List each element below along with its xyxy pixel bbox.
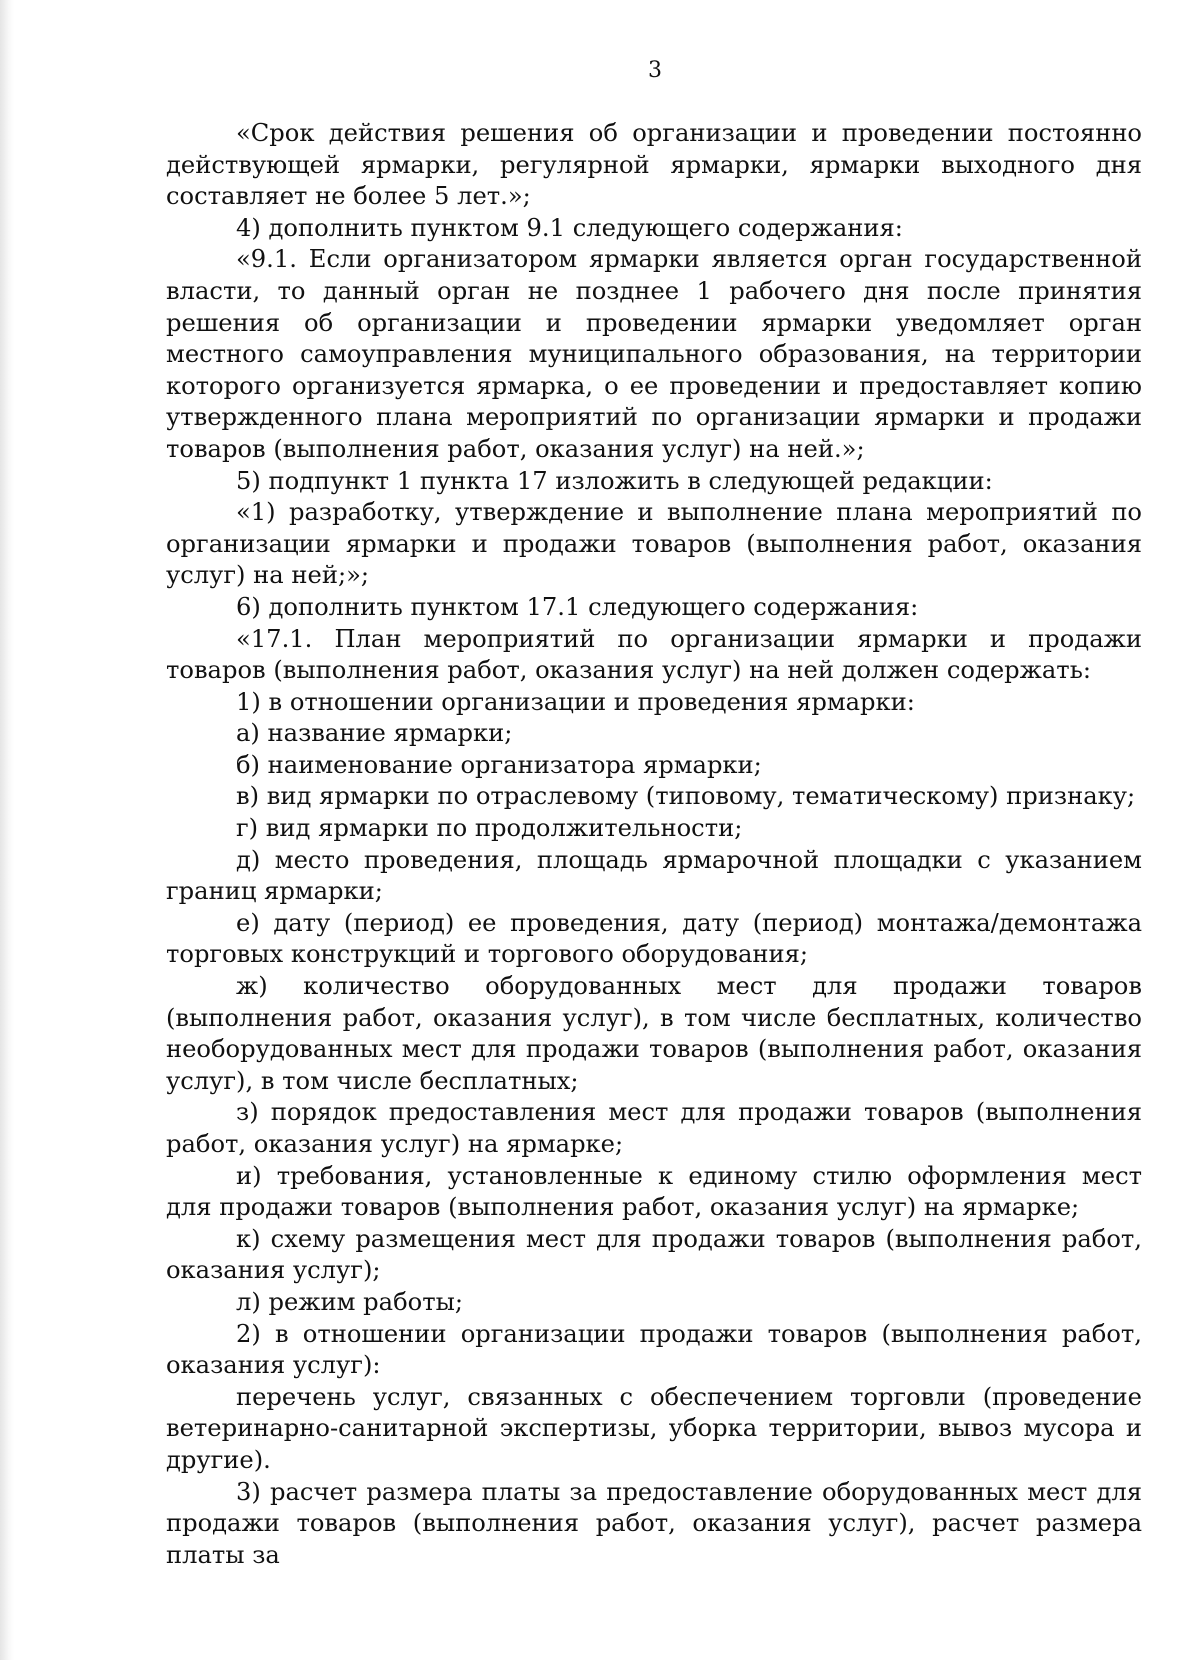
- list-item: е) дату (период) ее проведения, дату (период) монтажа/демонтажа торговых конструкций и торгового оборудования;: [166, 908, 1142, 969]
- document-body: [166, 118, 1142, 1571]
- list-item: к) схему размещения мест для продажи товаров (выполнения работ, оказания услуг);: [166, 1224, 1142, 1285]
- paragraph: «9.1. Если организатором ярмарки является орган государственной власти, то данный орган не позднее 1 рабочего дня после принятия решения об организации и проведении ярмарки уведомляет орган местного самоуправления муниципального образования, на территории которого организуется ярмарка, о ее проведении и предоставляет копию утвержденного плана мероприятий по организации ярмарки и продажи товаров (выполнения работ, оказания услуг) на ней.»;: [166, 245, 1142, 463]
- paragraph: 5) подпункт 1 пункта 17 изложить в следующей редакции:: [236, 466, 993, 495]
- paragraph: «17.1. План мероприятий по организации ярмарки и продажи товаров (выполнения работ, оказания услуг) на ней должен содержать:: [166, 624, 1142, 685]
- list-item: з) порядок предоставления мест для продажи товаров (выполнения работ, оказания услуг) на ярмарке;: [166, 1098, 1142, 1158]
- paragraph: 6) дополнить пунктом 17.1 следующего содержания:: [236, 592, 919, 621]
- list-item: л) режим работы;: [236, 1287, 463, 1316]
- list-item: и) требования, установленные к единому стилю оформления мест для продажи товаров (выполнения работ, оказания услуг) на ярмарке;: [166, 1161, 1142, 1222]
- list-item: ж) количество оборудованных мест для продажи товаров (выполнения работ, оказания услуг), в том числе бесплатных, количество необорудованных мест для продажи товаров (выполнения работ, оказания услуг), в том числе бесплатных;: [166, 972, 1142, 1095]
- paragraph: 4) дополнить пунктом 9.1 следующего содержания:: [236, 213, 903, 242]
- page-number: 3: [648, 58, 662, 83]
- paragraph: 2) в отношении организации продажи товаров (выполнения работ, оказания услуг):: [166, 1319, 1142, 1380]
- paragraph: «1) разработку, утверждение и выполнение плана мероприятий по организации ярмарки и продажи товаров (выполнения работ, оказания услуг) на ней;»;: [166, 498, 1142, 590]
- list-item: б) наименование организатора ярмарки;: [236, 750, 762, 779]
- list-item: д) место проведения, площадь ярмарочной площадки с указанием границ ярмарки;: [166, 845, 1142, 906]
- paragraph: «Срок действия решения об организации и проведении постоянно действующей ярмарки, регулярной ярмарки, ярмарки выходного дня составляет не более 5 лет.»;: [166, 119, 1142, 211]
- paragraph: 3) расчет размера платы за предоставление оборудованных мест для продажи товаров (выполнения работ, оказания услуг), расчет размера платы за: [166, 1477, 1142, 1569]
- list-item: а) название ярмарки;: [236, 719, 513, 748]
- paragraph: 1) в отношении организации и проведения ярмарки:: [236, 687, 915, 716]
- scan-edge: [0, 0, 14, 1660]
- list-item: в) вид ярмарки по отраслевому (типовому, тематическому) признаку;: [236, 782, 1136, 811]
- list-item: г) вид ярмарки по продолжительности;: [236, 814, 743, 843]
- paragraph: перечень услуг, связанных с обеспечением торговли (проведение ветеринарно-санитарной экспертизы, уборка территории, вывоз мусора и другие).: [166, 1382, 1142, 1474]
